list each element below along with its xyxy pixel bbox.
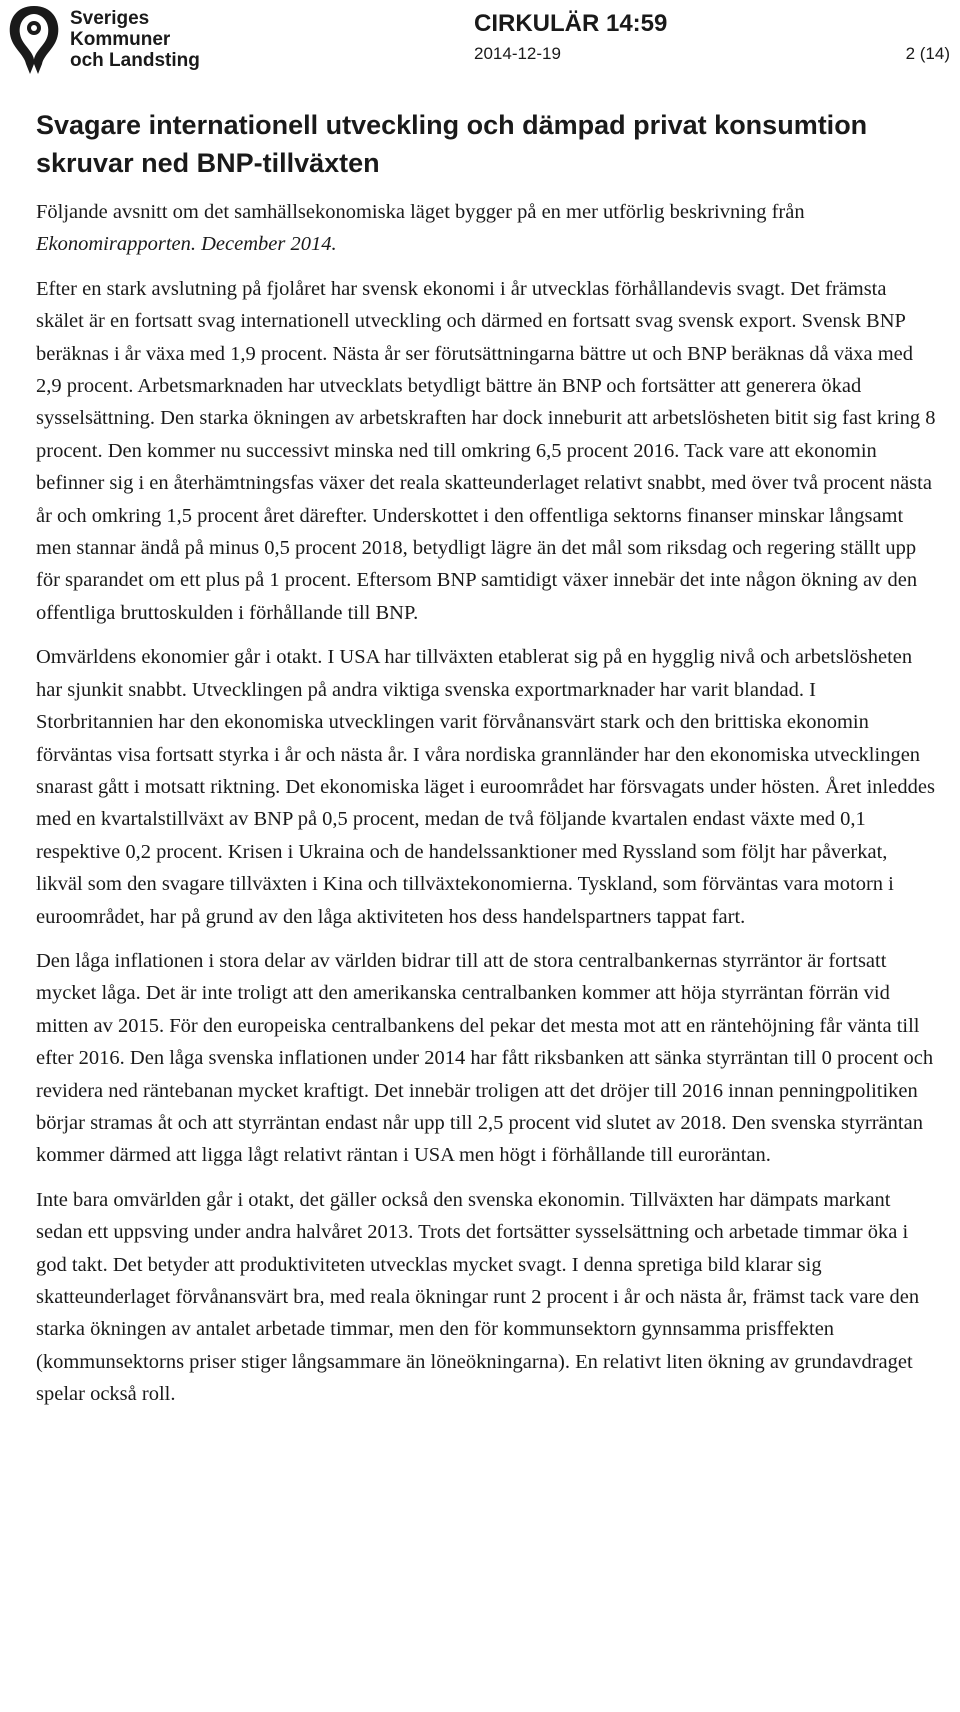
- organization-logo: [0, 0, 200, 80]
- logo-wordmark: [70, 8, 200, 71]
- paragraph-swedish-economy: Inte bara omvärlden går i otakt, det gäller också den svenska ekonomin. Tillväxten har dämpats markant sedan ett uppsving under andra halvåret 2013. Trots det fortsätter sysselsättning och arbetade timmar öka i god takt. Det betyder att produktiviteten utvecklas mycket svagt. I denna spretiga bild klarar sig skatteunderlaget förvånansvärt bra, med reala ökningar runt 2 procent i år och nästa år, främst tack vare den starka ökningen av antalet arbetade timmar, men den för kommunsektorn gynnsamma prisffekten (kommunsektorns priser stiger långsammare än löneökningarna). En relativt liten ökning av grundavdraget spelar också roll.: [36, 1188, 920, 1406]
- intro-text: Följande avsnitt om det samhällsekonomiska läget bygger på en mer utförlig beskrivning från: [36, 201, 805, 223]
- circular-date: 2014-12-19: [474, 44, 561, 63]
- logo-mark-icon: [4, 2, 64, 76]
- circular-title: CIRKULÄR 14:59: [474, 10, 668, 37]
- logo-line-3: och Landsting: [70, 50, 200, 71]
- section-heading: Svagare internationell utveckling och dämpad privat konsumtion skruvar ned BNP-tillväxten: [36, 110, 868, 178]
- page-number: 2 (14): [905, 44, 950, 63]
- source-reference: Ekonomirapporten. December 2014.: [36, 233, 337, 256]
- document-body: [36, 196, 936, 1423]
- intro-paragraph: [36, 196, 936, 261]
- paragraph-inflation: Den låga inflationen i stora delar av världen bidrar till att de stora centralbankernas styrräntor är fortsatt mycket låga. Det är inte troligt att den amerikanska centralbanken kommer att höja styrräntan förrän vid mitten av 2015. För den europeiska centralbankens del pekar det mesta mot att en räntehöjning får vänta till efter 2016. Den låga svenska inflationen under 2014 har fått riksbanken att sänka styrräntan till 0 procent och revidera ned räntebanan mycket kraftigt. Det innebär troligen att det dröjer till 2016 innan penningpolitiken börjar stramas åt och att styrräntan endast når upp till 2,5 procent vid slutet av 2018. Den svenska styrräntan kommer därmed att ligga lågt relativt räntan i USA men högt i förhållande till euroräntan.: [36, 949, 934, 1167]
- logo-line-2: Kommuner: [70, 29, 171, 50]
- paragraph-world-economies: Omvärldens ekonomier går i otakt. I USA har tillväxten etablerat sig på en hygglig nivå och arbetslösheten har sjunkit snabbt. Utvecklingen på andra viktiga svenska exportmarknader har varit blandad. I Storbritannien har den ekonomiska utvecklingen varit förvånansvärt stark och den brittiska ekonomin förväntas visa fortsatt styrka i år och nästa år. I våra nordiska grannländer har den ekonomiska utvecklingen snarast gått i motsatt riktning. Det ekonomiska läget i euroområdet har försvagats under hösten. Året inleddes med en kvartalstillväxt av BNP på 0,5 procent, medan de två följande kvartalen endast växte med 0,1 respektive 0,2 procent. Krisen i Ukraina och de handelssanktioner med Ryssland som följt har påverkat, likväl som den svagare tillväxten i Kina och tillväxtekonomierna. Tyskland, som förväntas vara motorn i euroområdet, har på grund av den låga aktiviteten hos dess handelspartners tappat fart.: [36, 646, 935, 928]
- paragraph-economy: Efter en stark avslutning på fjolåret har svensk ekonomi i år utvecklas förhållandevis svagt. Det främsta skälet är en fortsatt svag internationell utveckling och därmed en fortsatt svag svensk export. Svensk BNP beräknas i år växa med 1,9 procent. Nästa år ser förutsättningarna bättre ut och BNP beräknas då växa med 2,9 procent. Arbetsmarknaden har utvecklats betydligt bättre än BNP och fortsätter att generera ökad sysselsättning. Den starka ökningen av arbetskraften har dock inneburit att arbetslösheten bitit sig fast kring 8 procent. Den kommer nu successivt minska ned till omkring 6,5 procent 2016. Tack vare att ekonomin befinner sig i en återhämtningsfas växer det reala skatteunderlaget relativt snabbt, med över två procent nästa år och omkring 1,5 procent året därefter. Underskottet i den offentliga sektorns finanser minskar långsamt men stannar ändå på minus 0,5 procent 2018, betydligt lägre än det mål som riksdag och regering ställt upp för sparandet om ett plus på 1 procent. Eftersom BNP samtidigt växer innebär det inte någon ökning av den offentliga bruttoskulden i förhållande till BNP.: [36, 277, 936, 624]
- logo-line-1: Sveriges: [70, 8, 150, 29]
